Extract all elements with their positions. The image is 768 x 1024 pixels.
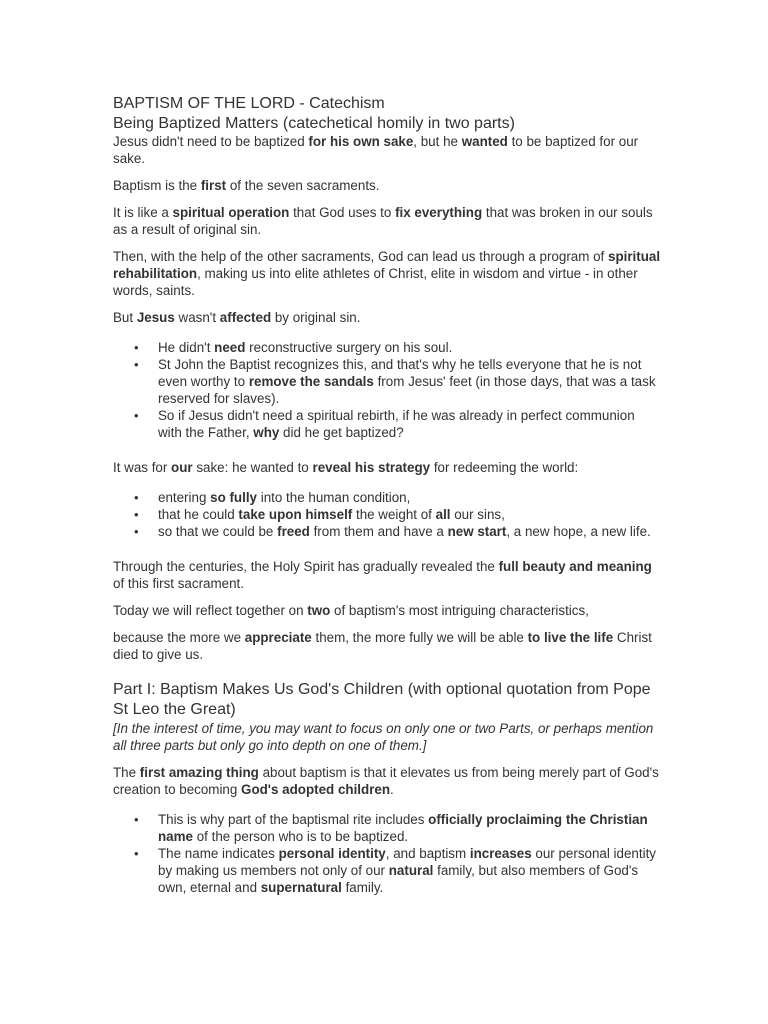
document-title: BAPTISM OF THE LORD - Catechism	[113, 95, 385, 112]
paragraph: Baptism is the first of the seven sacraments.	[113, 178, 380, 193]
paragraph: Today we will reflect together on two of baptism's most intriguing characteristics,	[113, 603, 589, 618]
emphasis-text: first amazing thing	[139, 765, 259, 780]
emphasis-text: first	[200, 178, 227, 193]
list-item: • that he could take upon himself the weight of all our sins,	[158, 506, 661, 523]
bullet-list	[113, 811, 661, 896]
paragraph: Through the centuries, the Holy Spirit has gradually revealed the full beauty and meaning of this first sacrament.	[113, 559, 652, 591]
emphasis-text: freed	[277, 524, 310, 539]
emphasis-text: take upon himself	[238, 507, 353, 522]
list-item: • The name indicates personal identity, and baptism increases our personal identity by making us members not only of our natural family, but also members of God's own, eternal and supernatural family.	[158, 845, 661, 896]
document-body	[113, 94, 661, 896]
emphasis-text: increases	[469, 846, 532, 861]
paragraph: Then, with the help of the other sacraments, God can lead us through a program of spiritual rehabilitation, making us into elite athletes of Christ, elite in wisdom and virtue - in other words, saints.	[113, 249, 661, 298]
list-item: • So if Jesus didn't need a spiritual rebirth, if he was already in perfect communion with the Father, why did he get baptized?	[158, 407, 661, 441]
section-heading: Part I: Baptism Makes Us God's Children (with optional quotation from Pope St Leo the Great)	[113, 681, 651, 718]
editorial-note: [In the interest of time, you may want to focus on only one or two Parts, or perhaps mention all three parts but only go into depth on one of them.]	[113, 721, 654, 753]
emphasis-text: remove the sandals	[248, 374, 374, 389]
emphasis-text: spiritual operation	[172, 205, 290, 220]
emphasis-text: so fully	[210, 490, 257, 505]
paragraph: The first amazing thing about baptism is that it elevates us from being merely part of God's creation to becoming God's adopted children.	[113, 765, 659, 797]
emphasis-text: officially proclaiming the Christian name	[158, 812, 648, 844]
document-subtitle: Being Baptized Matters (catechetical homily in two parts)	[113, 115, 515, 132]
paragraph: because the more we appreciate them, the more fully we will be able to live the life Christ died to give us.	[113, 630, 652, 662]
bullet-list	[113, 489, 661, 540]
emphasis-text: to live the life	[527, 630, 614, 645]
list-item: • entering so fully into the human condition,	[158, 489, 661, 506]
paragraph: It is like a spiritual operation that God uses to fix everything that was broken in our souls as a result of original sin.	[113, 205, 653, 237]
emphasis-text: personal identity	[278, 846, 386, 861]
list-item: • so that we could be freed from them and have a new start, a new hope, a new life.	[158, 523, 661, 540]
emphasis-text: our	[171, 460, 193, 475]
emphasis-text: natural	[388, 863, 434, 878]
paragraph: But Jesus wasn't affected by original sin.	[113, 310, 361, 325]
emphasis-text: God's adopted children	[241, 782, 391, 797]
emphasis-text: new start	[447, 524, 507, 539]
emphasis-text: for his own sake	[308, 134, 414, 149]
paragraph: Jesus didn't need to be baptized for his own sake, but he wanted to be baptized for our sake.	[113, 134, 639, 166]
emphasis-text: appreciate	[244, 630, 312, 645]
list-item: • He didn't need reconstructive surgery on his soul.	[158, 339, 661, 356]
list-item: • This is why part of the baptismal rite includes officially proclaiming the Christian name of the person who is to be baptized.	[158, 811, 661, 845]
emphasis-text: supernatural	[260, 880, 342, 895]
bullet-list	[113, 339, 661, 441]
emphasis-text: reveal his strategy	[312, 460, 431, 475]
emphasis-text: spiritual rehabilitation	[113, 249, 661, 281]
list-item: • St John the Baptist recognizes this, and that's why he tells everyone that he is not even worthy to remove the sandals from Jesus' feet (in those days, that was a task reserved for slaves).	[158, 356, 661, 407]
emphasis-text: all	[435, 507, 451, 522]
paragraph: It was for our sake: he wanted to reveal his strategy for redeeming the world:	[113, 460, 579, 475]
emphasis-text: affected	[219, 310, 272, 325]
emphasis-text: two	[307, 603, 331, 618]
emphasis-text: full beauty and meaning	[498, 559, 652, 574]
emphasis-text: wanted	[461, 134, 508, 149]
emphasis-text: fix everything	[395, 205, 483, 220]
emphasis-text: Jesus	[136, 310, 175, 325]
emphasis-text: why	[253, 425, 280, 440]
emphasis-text: need	[214, 340, 246, 355]
